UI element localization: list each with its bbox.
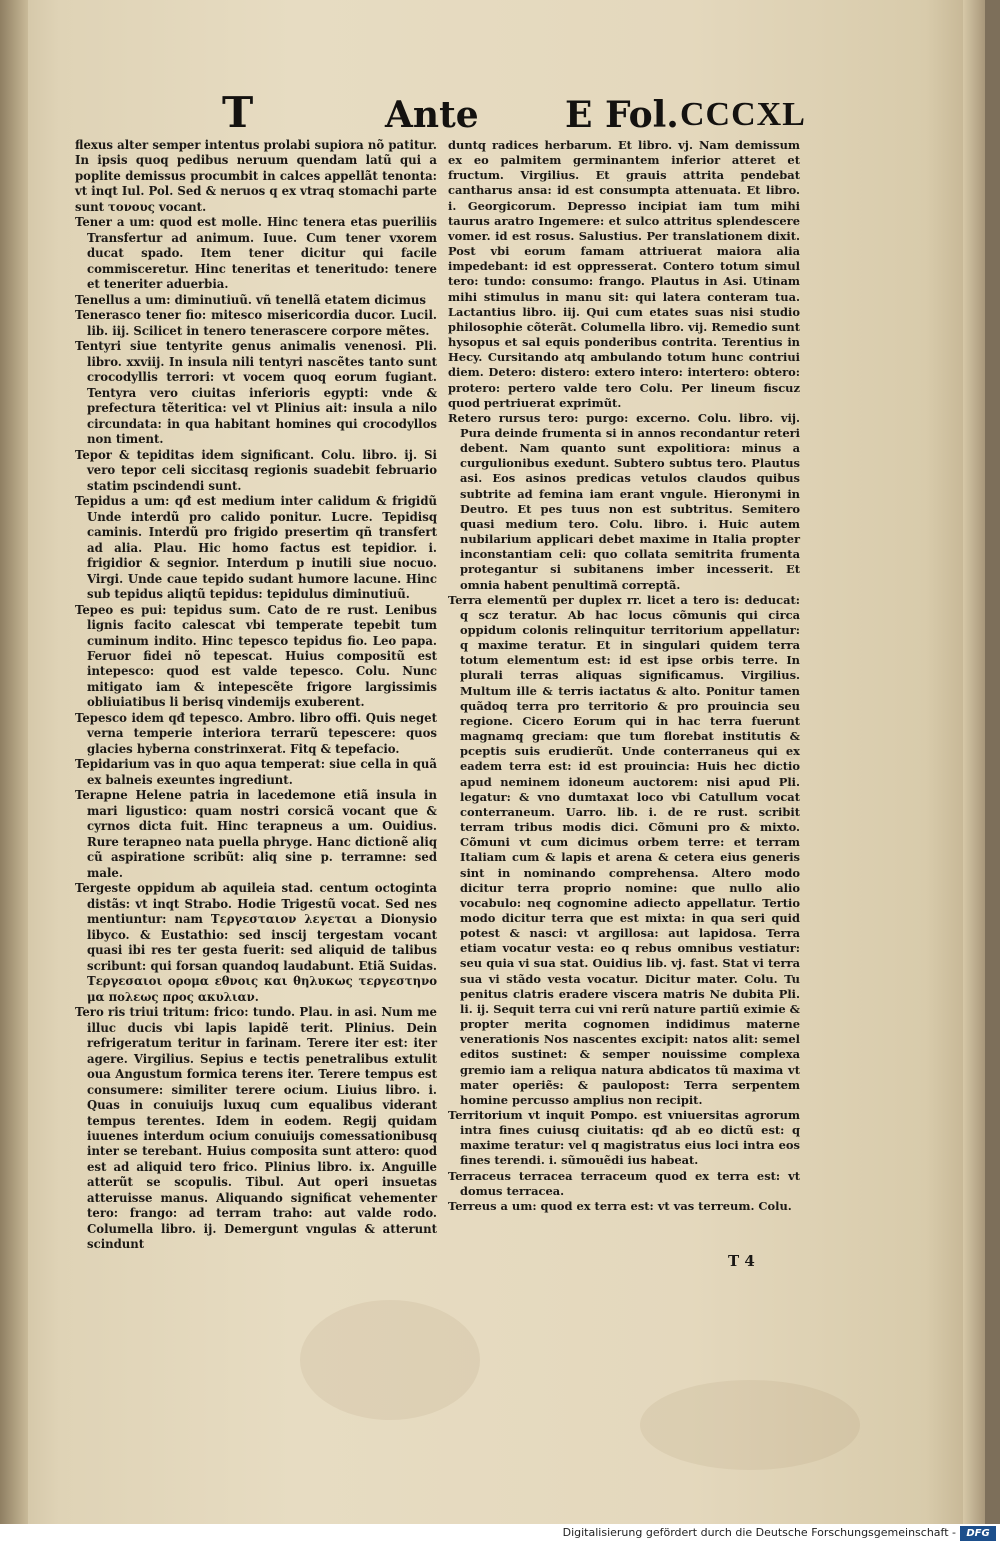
folio-label: Fol. [605,94,679,136]
entry: Tero ris triui tritum: frico: tundo. Plau. in asi. Num me illuc ducis vbi lapis lapidẽ terit. Plinius. Dein refrigeratum teritur in farinam. Terere iter est: iter agere. Virgilius. Sepius e tectis penetralibus extulit oua Angustum formica terens iter. Terere tempus est consumere: similiter terere ocium. Liuius libro. i. Quas in conuiuijs luxuq cum equalibus viderant tempus terentes. Idem in eodem. Regij quidam iuuenes interdum ocium conuiuijs comessationibusq inter se terebant. Huius composita sunt attero: quod est ad aliquid tero frico. Plinius libro. ix. Anguille atterũt se scopulis. Tibul. Aut operi insuetas atteruisse manus. Aliquando significat vehementer tero: frango: ad terram traho: aut valde rodo. Columella libro. ij. Demergunt vngulas & atterunt scindunt [75,1005,437,1252]
left-column [75,138,437,1253]
head-sign: E [565,94,593,136]
entry: Tergeste oppidum ab aquileia stad. centum octoginta distãs: vt inqt Strabo. Hodie Trigestũ vocat. Sed nes mentiuntur: nam Τεργεσταιον λεγεται a Dionysio libyco. & Eustathio: sed inscij tergestam vocant quasi ibi res ter gesta fuerit: sed aliquid de talibus scribunt: qui forsan quandoq laudabunt. Etiã Suidas. Τεργεσαιοι ορομα εθνοις και θηλυκως τεργεστηνο μα πολεως προς ακυλιαν. [75,881,437,1004]
entry: Tenerasco tener fio: mitesco misericordia ducor. Lucil. lib. iij. Scilicet in tenero tenerascere corpore mẽtes. [75,308,437,338]
entry: Terreus a um: quod ex terra est: vt vas terreum. Colu. [448,1198,792,1213]
entry: Retero rursus tero: purgo: excerno. Colu. libro. vij. Pura deinde frumenta si in annos recondantur reteri debent. Nam quanto sunt expolitiora: minus a curgulionibus exedunt. Subtero subtus tero. Plautus asi. Eos asinos predicas vetulos claudos quibus subtrite ad femina iam erant vngule. Hieronymi in Deutro. Et pes tuus non est subtritus. Semitero quasi medium tero. Colu. libro. i. Huic autem nubilarium applicari debet maxime in Italia propter inconstantiam celi: quo collata semitrita frumenta protegantur si subitanens imber incesserit. Et omnia habent penultimã correptã. [448,410,800,592]
entry: duntq radices herbarum. Et libro. vj. Nam demissum ex eo palmitem germinantem inferior atteret et fructum. Virgilius. Et grauis attrita pendebat cantharus ansa: id est consumpta attenuata. Et libro. i. Georgicorum. Depresso incipiat iam tum mihi taurus aratro Ingemere: et sulco attritus splendescere vomer. id est rosus. Salustius. Per translationem dixit. Post vbi eorum famam attriuerat maiora alia impedebant: id est oppresserat. Contero totum simul tero: tundo: consumo: frango. Plautus in Asi. Utinam mihi stimulus in manu sit: qui latera conteram tua. Lactantius libro. iij. Qui cum etates suas nisi studio philosophie cõterãt. Columella libro. vij. Remedio sunt hysopus et sal equis ponderibus contrita. Terentius in Hecy. Cursitando atq ambulando totum hunc contriui diem. Detero: distero: extero intero: intertero: obtero: protero: pertero valde tero Colu. Per lineum fiscuz quod pertriuerat exprimũt. [448,138,800,410]
entry: Territorium vt inquit Pompo. est vniuersitas agrorum intra fines cuiusq ciuitatis: qđ ab eo dictũ est: q maxime teratur: vel q magistratus eius loci intra eos fines terendi. i. sũmouẽdi ius habeat. [448,1108,800,1168]
entry: flexus alter semper intentus prolabi supiora nõ patitur. In ipsis quoq pedibus neruum quendam latũ qui a poplite demissus procumbit in calces appellãt tenonta: vt inqt Iul. Pol. Sed & neruos q ex vtraq stomachi parte sunt τονους vocant. [75,138,437,214]
head-word: Ante [385,94,479,136]
entry: Tenellus a um: diminutiuũ. vñ tenellã etatem dicimus [75,292,426,307]
signature-mark: T 4 [728,1252,755,1270]
dfg-logo: DFG [960,1526,996,1541]
entry: Tener a um: quod est molle. Hinc tenera etas pueriliis Transfertur ad animum. Iuue. Cum tener vxorem ducat spado. Item tener dicitur qui facile commisceretur. Hinc teneritas et teneritudo: tenere et teneriter aduerbia. [75,215,437,292]
running-head [0,88,985,138]
entry: Terapne Helene patria in lacedemone etiã insula in mari ligustico: quam nostri corsicã vocant que & cyrnos dicta fuit. Hinc terapneus a um. Ouidius. Rure terapneo nata puella phryge. Hanc dictionẽ aliq cũ aspiratione scribũt: aliq sine p. terramne: sed male. [75,788,437,880]
paper-stain [640,1380,860,1470]
entry: Tepeo es pui: tepidus sum. Cato de re rust. Lenibus lignis facito calescat vbi temperate tepebit tum cuminum indito. Hinc tepesco tepidus fio. Leo papa. Feruor fidei nõ tepescat. Huius compositũ est intepesco: quod est valde tepesco. Colu. Nunc mitigato iam & intepescẽte frigore largissimis obliuiatibus li berisq vindemijs exuberent. [75,602,437,710]
digitization-footer [0,1524,1000,1544]
entry: Tentyri siue tentyrite genus animalis venenosi. Pli. libro. xxviij. In insula nili tentyri nascẽtes tanto sunt crocodyllis terrori: vt vocem quoq eorum fugiant. Tentyra vero ciuitas inferioris egypti: vnde & prefectura tẽteritica: vel vt Plinius ait: insula a nilo circundata: in qua habitant homines qui crocodyllos non timent. [75,339,437,447]
entry: Tepor & tepiditas idem significant. Colu. libro. ij. Si vero tepor celi siccitasq regionis suadebit februario statim pscindendi sunt. [75,447,437,493]
paper-stain [300,1300,480,1420]
head-initial: T [222,88,254,137]
entry: Tepidus a um: qđ est medium inter calidum & frigidũ Unde interdũ pro calido ponitur. Lucre. Tepidisq caminis. Interdũ pro frigido presertim qñ transfert ad alia. Plau. Hic homo factus est tepidior. i. frigidior & segnior. Interdum p inutili siue nocuo. Virgi. Unde caue tepido sudant humore lacune. Hinc sub tepidus aliqtũ tepidus: tepidulus diminutiuũ. [75,494,437,602]
entry: Terra elementũ per duplex rr. licet a tero is: deducat: q scz teratur. Ab hac locus cõmunis qui circa oppidum colonis relinquitur territorium appellatur: q maxime teratur. Et in singulari quidem terra totum elementum est: id est ipse orbis terre. In plurali terras aliquas significamus. Virgilius. Multum ille & terris iactatus & alto. Ponitur tamen quãdoq terra pro territorio & pro prouincia seu regione. Cicero Eorum qui in hac terra fuerunt magnamq greciam: que tum florebat institutis & pceptis suis erudierũt. Unde conterraneus qui ex eadem terra est: id est prouincia: Huis hec dictio apud neminem idoneum auctorem: nisi apud Pli. legatur: & vno dumtaxat loco vbi Catullum vocat conterraneum. Uarro. lib. i. de re rust. scribit terram tribus modis dici. Cõmuni pro & mixto. Cõmuni vt cum dicimus orbem terre: et terram Italiam cum & lapis et arena & cetera eius generis sint in nominando comprehensa. Altero modo dicitur terra proprio nomine: que nullo alio vocabulo: neq cognomine adiecto appellatur. Tertio modo dicitur terra que est mixta: in qua seri quid potest & nasci: vt argillosa: aut lapidosa. Terra etiam vocatur vesta: eo q rebus omnibus vestiatur: seu quia vi sua stat. Ouidius lib. vj. fast. Stat vi terra sua vi stãdo vesta vocatur. Dicitur mater. Colu. Tu penitus clatris eradere viscera matris Ne dubita Pli. li. ij. Sequit terra cui vni rerũ nature partiũ eximie & propter merita cognomen indidimus materne venerationis Nos nascentes excipit: natos alit: semel editos sustinet: & semper nouissime complexa gremio iam a reliqua natura abdicatos tũ maxima vt mater operiẽs: & paulopost: Terra serpentem homine percusso amplius non recipit. [448,592,800,1107]
page-gutter [0,0,28,1524]
funding-credit: Digitalisierung gefördert durch die Deutsche Forschungsgemeinschaft - [562,1526,956,1539]
entry: Tepesco idem qđ tepesco. Ambro. libro offi. Quis neget verna temperie interiora terrarũ tepescere: quos glacies hyberna constrinxerat. Fitq & tepefacio. [75,710,437,756]
page-edge [963,0,985,1524]
entry: Tepidarium vas in quo aqua temperat: siue cella in quã ex balneis exeuntes ingrediunt. [75,757,437,787]
entry: Terraceus terracea terraceum quod ex terra est: vt domus terracea. [448,1168,800,1198]
right-column [448,138,800,1214]
folio-number: CCCXL [680,96,806,133]
